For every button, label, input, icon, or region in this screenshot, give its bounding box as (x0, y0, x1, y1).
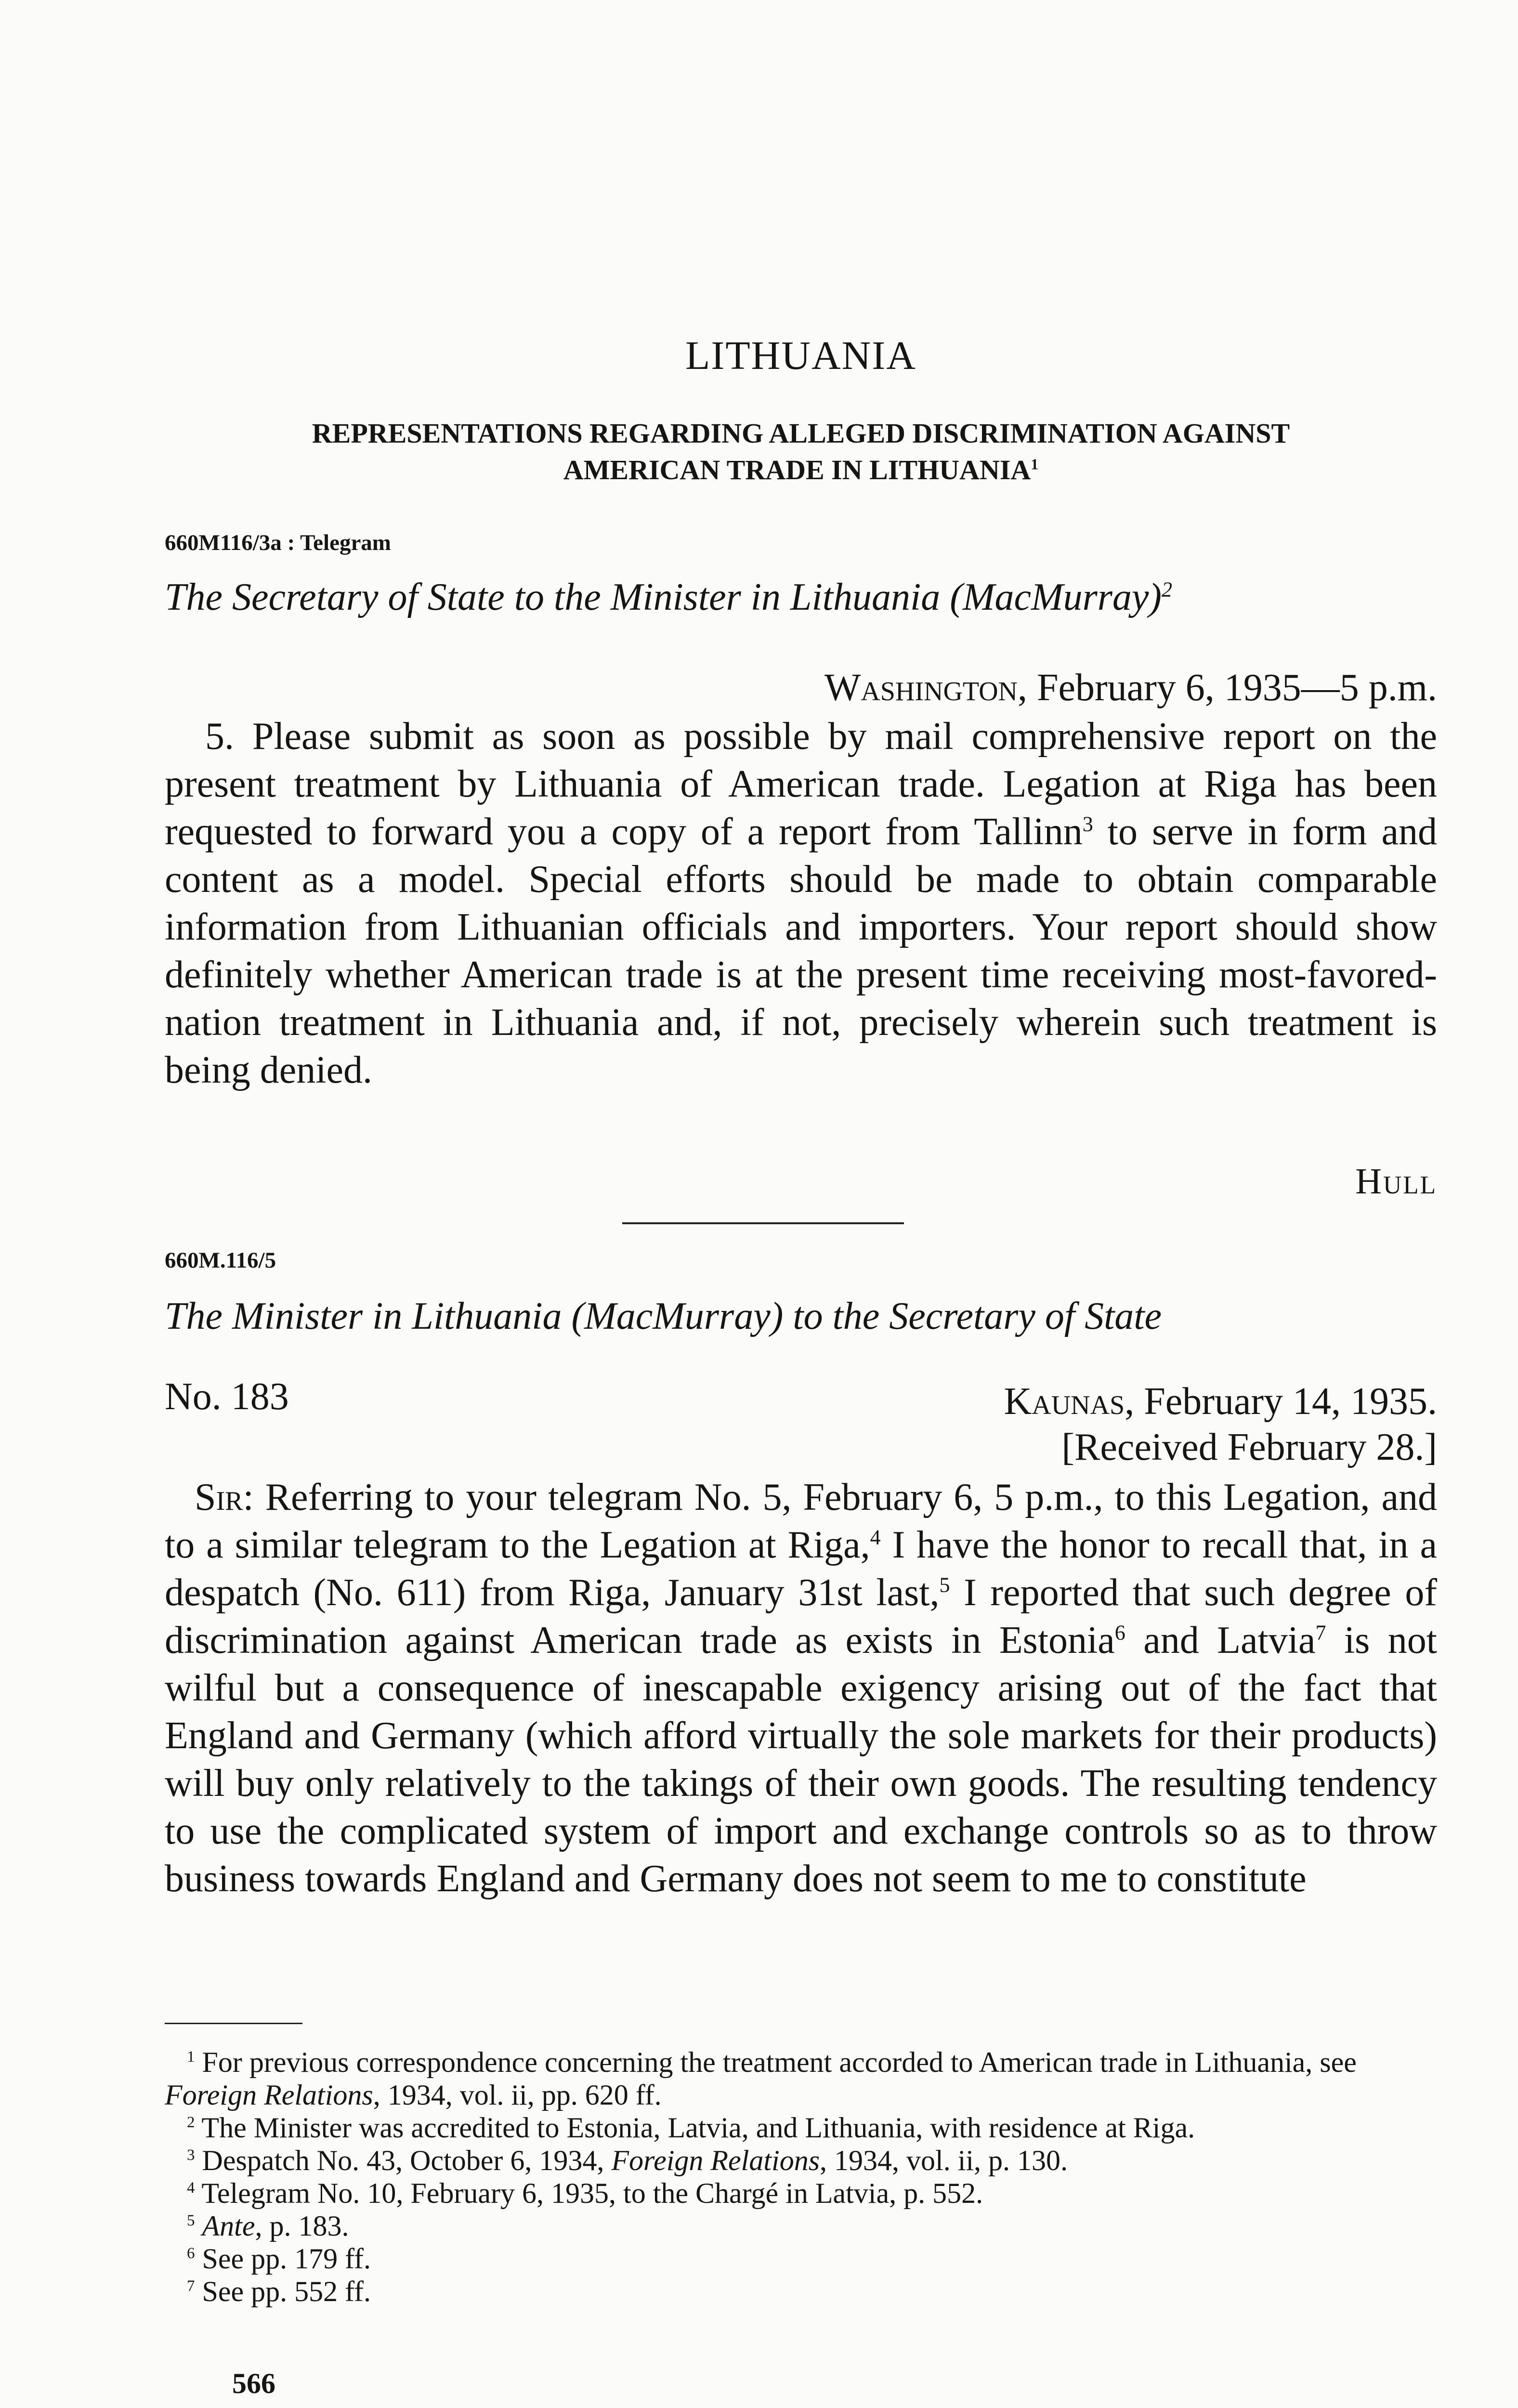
despatch-part-2: I have the honor to recall that, in a despatch (No. 611) from Riga, January 31st last, (165, 1524, 1437, 1614)
footnote-italic: Foreign Relations (611, 2145, 820, 2176)
telegram-body-part-a: 5. Please submit as soon as possible by mail comprehensive report on the present treatment by Lithuania of American trade. Legation at Riga has been requested to forward you a copy of a report from Tallinn (165, 715, 1437, 853)
telegram-body-part-b: to serve in form and content as a model. Special efforts should be made to obtain comparable information from Lithuanian officials and importers. Your report should show definitely whether American trade is at the present time receiving most-favored-nation treatment in Lithuania and, if not, precisely wherein such treatment is being denied. (165, 811, 1437, 1091)
dateline-1 (824, 665, 1437, 711)
footnote-mark: 5 (187, 2212, 195, 2229)
footnote-5 (165, 2210, 1437, 2242)
footnote-text: Telegram No. 10, February 6, 1935, to the Chargé in Latvia, p. 552. (201, 2177, 983, 2209)
chapter-title: LITHUANIA (685, 333, 916, 378)
dateline-1-date: , February 6, 1935—5 p.m. (1017, 667, 1437, 709)
dateline-2 (1004, 1378, 1437, 1425)
section-title-line-2-text: AMERICAN TRADE IN LITHUANIA (563, 454, 1031, 485)
salutation: Sir (195, 1476, 243, 1518)
footnote-ref-1: 1 (1031, 456, 1039, 473)
received-date: [Received February 28.] (1061, 1426, 1437, 1468)
footnote-text-end: , 1934, vol. ii, p. 130. (820, 2145, 1068, 2176)
file-number-1: 660M116/3a : Telegram (165, 530, 391, 555)
section-title (165, 415, 1437, 488)
footnote-text: Despatch No. 43, October 6, 1934, (202, 2145, 612, 2176)
footnote-ref-4: 4 (870, 1525, 881, 1549)
dateline-2-date: , February 14, 1935. (1125, 1380, 1437, 1423)
footnote-italic: Ante (202, 2210, 255, 2242)
despatch-part-3: I reported that such degree of discrimination against American trade as exists in Estonia (165, 1571, 1437, 1662)
footnote-2 (165, 2111, 1437, 2144)
footnote-7 (165, 2275, 1437, 2308)
footnotes (165, 2046, 1437, 2308)
footnote-3 (165, 2144, 1437, 2177)
footnote-ref-6: 6 (1114, 1621, 1125, 1645)
footnote-mark: 6 (187, 2245, 195, 2262)
footnote-text-end: , p. 183. (255, 2210, 349, 2242)
despatch-number: No. 183 (165, 1375, 289, 1418)
despatch-part-1: : Referring to your telegram No. 5, February 6, 5 p.m., to this Legation, and to a similar telegram to the Legation at Riga, (165, 1476, 1437, 1566)
despatch-body (165, 1474, 1437, 1903)
despatch-part-5: is not wilful but a consequence of inescapable exigency arising out of the fact that England and Germany (which afford virtually the sole markets for their products) will buy only relatively to the takings of their own goods. The resulting tendency to use the complicated system of import and exchange controls so as to throw business towards England and Germany does not seem to me to constitute (165, 1619, 1437, 1900)
page-number: 566 (232, 2368, 275, 2399)
section-divider (622, 1222, 904, 1224)
despatch-part-4: and Latvia (1125, 1619, 1316, 1662)
footnote-text: The Minister was accredited to Estonia, Latvia, and Lithuania, with residence at Riga. (201, 2112, 1195, 2144)
footnote-ref-5: 5 (939, 1573, 950, 1597)
file-number-2: 660M.116/5 (165, 1248, 276, 1273)
footnote-mark: 4 (187, 2179, 195, 2197)
footnote-italic: Foreign Relations (165, 2079, 373, 2111)
footnote-ref-2: 2 (1162, 577, 1173, 602)
footnote-text-end: , 1934, vol. ii, pp. 620 ff. (373, 2079, 662, 2111)
footnote-text: For previous correspondence concerning the treatment accorded to American trade in Lithuania, see (202, 2046, 1357, 2078)
footnote-4 (165, 2177, 1437, 2210)
document-heading-1 (165, 574, 1437, 620)
section-title-line-1: REPRESENTATIONS REGARDING ALLEGED DISCRIMINATION AGAINST (312, 418, 1290, 449)
footnote-mark: 1 (187, 2048, 195, 2066)
dateline-1-place: Washington (824, 667, 1018, 709)
footnote-mark: 7 (187, 2277, 195, 2295)
footnote-ref-3: 3 (1082, 812, 1093, 836)
telegram-body (165, 713, 1437, 1094)
section-title-line-2 (165, 452, 1437, 488)
footnote-ref-7: 7 (1315, 1621, 1326, 1645)
signature-hull: Hull (1355, 1161, 1437, 1202)
footnote-6 (165, 2242, 1437, 2275)
footnote-rule (165, 2023, 302, 2024)
footnote-text: See pp. 552 ff. (202, 2276, 371, 2307)
heading-1-text: The Secretary of State to the Minister in Lithuania (MacMurray) (165, 576, 1162, 618)
footnote-mark: 2 (187, 2114, 195, 2131)
dateline-2-place: Kaunas (1004, 1380, 1125, 1423)
footnote-mark: 3 (187, 2146, 195, 2164)
footnote-text: See pp. 179 ff. (202, 2243, 371, 2275)
document-heading-2: The Minister in Lithuania (MacMurray) to the Secretary of State (165, 1295, 1162, 1337)
footnote-1 (165, 2046, 1437, 2111)
